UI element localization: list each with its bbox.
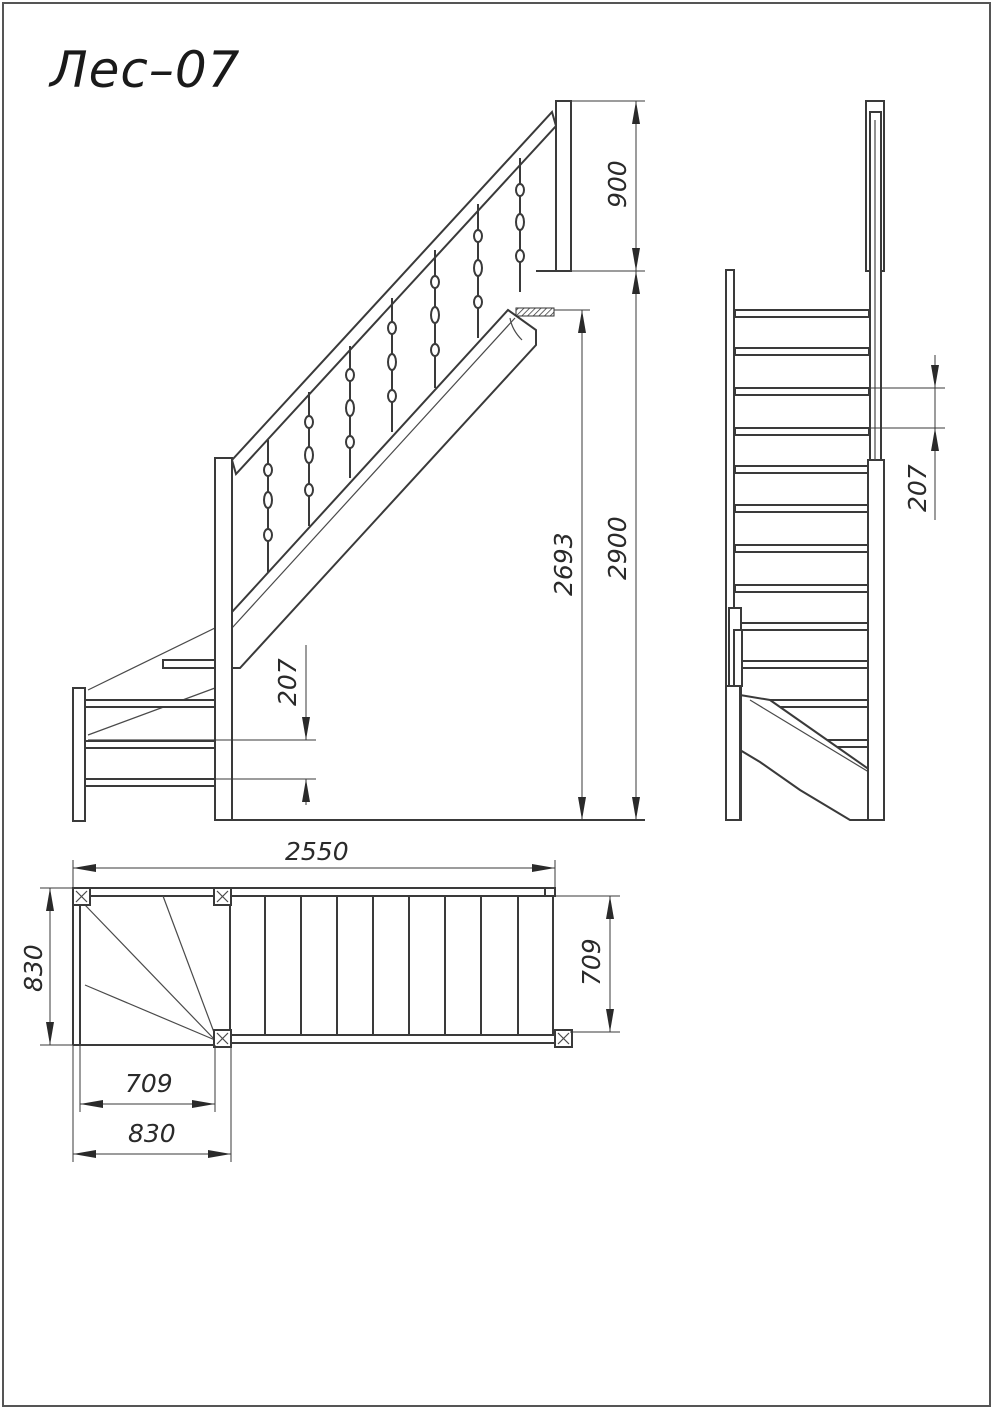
svg-text:2693: 2693 <box>549 532 578 596</box>
svg-text:830: 830 <box>128 1119 176 1148</box>
dimension-railing-height <box>571 101 645 271</box>
front-elevation <box>726 101 945 820</box>
svg-text:709: 709 <box>577 938 606 986</box>
side-elevation <box>73 101 645 821</box>
svg-text:709: 709 <box>125 1069 173 1098</box>
dimension-flight-width <box>555 896 620 1032</box>
dimension-total-width <box>19 888 73 1045</box>
drawing-title: Лес–07 <box>50 41 241 99</box>
plan-posts <box>73 888 572 1047</box>
svg-text:830: 830 <box>19 944 48 992</box>
dimension-floor-to-floor <box>603 271 640 820</box>
dimension-total-length <box>73 837 555 888</box>
floor-slab-section <box>516 308 554 316</box>
svg-text:900: 900 <box>603 160 632 208</box>
dimension-stair-rise <box>549 310 590 820</box>
svg-text:2900: 2900 <box>603 516 632 580</box>
plan-view <box>19 837 620 1162</box>
dimension-turn-width <box>80 1045 215 1112</box>
svg-text:2550: 2550 <box>285 837 349 866</box>
svg-text:207: 207 <box>273 658 302 706</box>
svg-text:207: 207 <box>903 464 932 512</box>
